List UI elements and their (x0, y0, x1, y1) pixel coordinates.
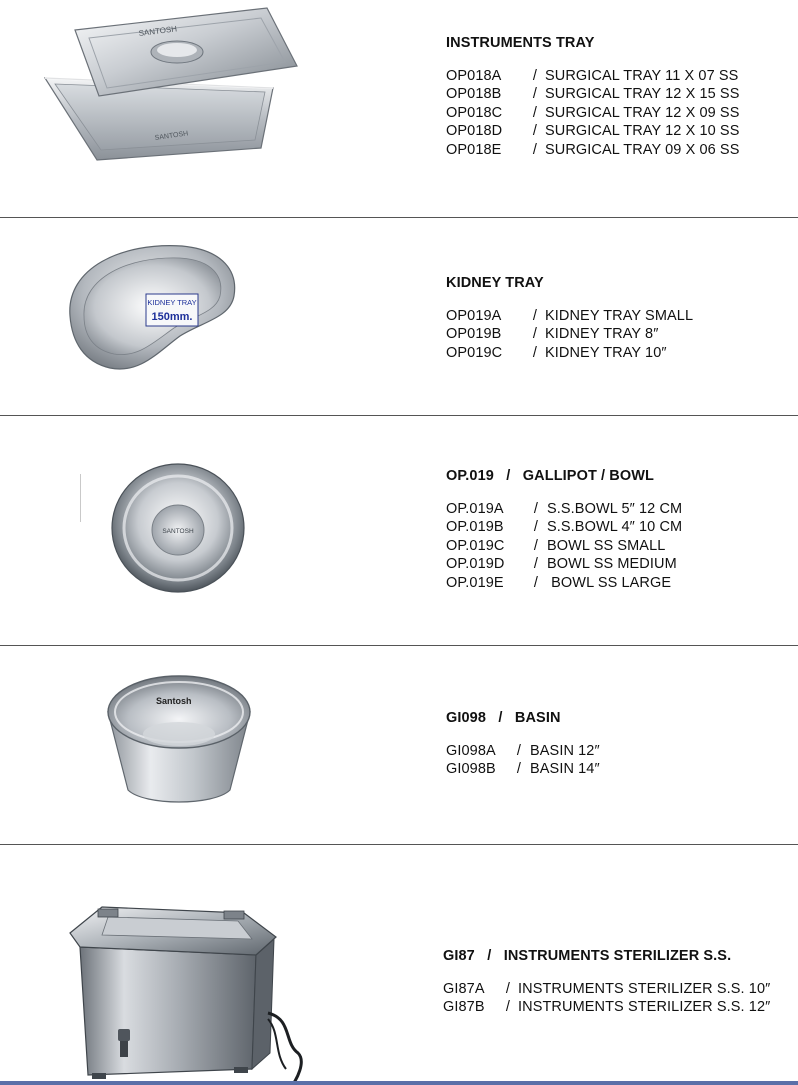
item-code: OP019C (446, 344, 503, 361)
item-code: GI098A (446, 742, 496, 759)
item-code: OP018C (446, 104, 503, 121)
list-item (446, 141, 739, 160)
item-description: SURGICAL TRAY 12 X 09 SS (545, 104, 740, 121)
gallipot-bowl-text (446, 467, 682, 592)
item-code: GI87A (443, 980, 485, 997)
section-kidney-tray (0, 218, 798, 415)
gallipot-bowl-image (108, 460, 248, 600)
list-item (446, 518, 682, 537)
item-code: OP018D (446, 123, 503, 139)
item-description: S.S.BOWL 5″ 12 CM (547, 500, 683, 517)
list-item (446, 104, 739, 123)
item-description: INSTRUMENTS STERILIZER S.S. 12″ (518, 999, 771, 1015)
item-separator: / (533, 519, 539, 535)
item-code: GI87B (443, 999, 485, 1015)
list-item (446, 555, 682, 574)
item-separator: / (505, 999, 511, 1015)
section-heading: GI87 / INSTRUMENTS STERILIZER S.S. (443, 948, 732, 964)
list-item (446, 742, 600, 761)
bowl-brand-label: SANTOSH (162, 528, 194, 535)
item-description: KIDNEY TRAY 10″ (545, 344, 667, 361)
kidney-tray-label-line1: KIDNEY TRAY (147, 298, 197, 307)
list-item (443, 998, 770, 1017)
section-heading: KIDNEY TRAY (446, 275, 544, 291)
item-code: OP018A (446, 67, 502, 84)
list-item (446, 85, 739, 104)
section-basin (0, 646, 798, 844)
list-item (446, 307, 693, 326)
item-description: KIDNEY TRAY 8″ (545, 326, 659, 342)
item-separator: / (532, 326, 538, 342)
item-description: SURGICAL TRAY 09 X 06 SS (545, 141, 740, 158)
section-instruments-sterilizer (0, 845, 798, 1081)
item-description: SURGICAL TRAY 12 X 15 SS (545, 86, 740, 102)
item-separator: / (516, 761, 522, 777)
item-code: GI098B (446, 761, 496, 777)
tray-base-brand-label: SANTOSH (154, 130, 189, 142)
item-separator: / (532, 307, 538, 324)
item-description: INSTRUMENTS STERILIZER S.S. 10″ (518, 980, 771, 997)
item-code: OP019A (446, 307, 502, 324)
section-heading: OP.019 / GALLIPOT / BOWL (446, 468, 654, 484)
list-item (446, 67, 739, 86)
list-item (446, 574, 682, 593)
item-description: BOWL SS LARGE (547, 574, 672, 591)
list-item (446, 760, 600, 779)
list-item (446, 344, 693, 363)
item-code: OP018E (446, 141, 502, 158)
list-item (446, 537, 682, 556)
section-gallipot-bowl (0, 416, 798, 645)
item-separator: / (532, 67, 538, 84)
item-description: SURGICAL TRAY 12 X 10 SS (545, 123, 740, 139)
section-heading: GI098 / BASIN (446, 710, 561, 726)
item-separator: / (505, 980, 511, 997)
item-separator: / (516, 742, 522, 759)
item-code: OP018B (446, 86, 502, 102)
item-description: BASIN 12″ (530, 742, 600, 759)
item-code: OP.019C (446, 537, 505, 554)
item-separator: / (533, 574, 539, 591)
sterilizer-image (62, 903, 312, 1085)
bottom-accent-bar (0, 1081, 798, 1085)
item-description: BASIN 14″ (530, 761, 600, 777)
item-description: KIDNEY TRAY SMALL (545, 307, 694, 324)
item-code: OP.019B (446, 519, 504, 535)
item-code: OP.019A (446, 500, 504, 517)
kidney-tray-text (446, 274, 693, 362)
item-description: BOWL SS SMALL (547, 537, 666, 554)
item-separator: / (532, 123, 538, 139)
item-description: SURGICAL TRAY 11 X 07 SS (545, 67, 739, 84)
kidney-tray-image (62, 238, 242, 378)
kidney-tray-label-line2: 150mm. (151, 311, 193, 323)
item-code: OP019B (446, 326, 502, 342)
section-instruments-tray (0, 0, 798, 217)
basin-brand-label: Santosh (156, 696, 192, 706)
tray-lid-brand-label: SANTOSH (138, 24, 178, 38)
list-item (443, 980, 770, 999)
item-description: BOWL SS MEDIUM (547, 556, 677, 572)
item-separator: / (532, 141, 538, 158)
sterilizer-text (443, 947, 770, 1017)
item-separator: / (533, 537, 539, 554)
item-separator: / (533, 500, 539, 517)
basin-text (446, 709, 600, 779)
item-separator: / (532, 104, 538, 121)
list-item (446, 122, 739, 141)
item-separator: / (533, 556, 539, 572)
item-separator: / (532, 86, 538, 102)
basin-image (104, 672, 254, 812)
item-description: S.S.BOWL 4″ 10 CM (547, 519, 683, 535)
section-heading: INSTRUMENTS TRAY (446, 35, 595, 51)
item-code: OP.019E (446, 574, 504, 591)
list-item (446, 500, 682, 519)
item-separator: / (532, 344, 538, 361)
instruments-tray-text (446, 34, 739, 159)
item-code: OP.019D (446, 556, 505, 572)
instruments-tray-image (35, 0, 305, 170)
list-item (446, 325, 693, 344)
